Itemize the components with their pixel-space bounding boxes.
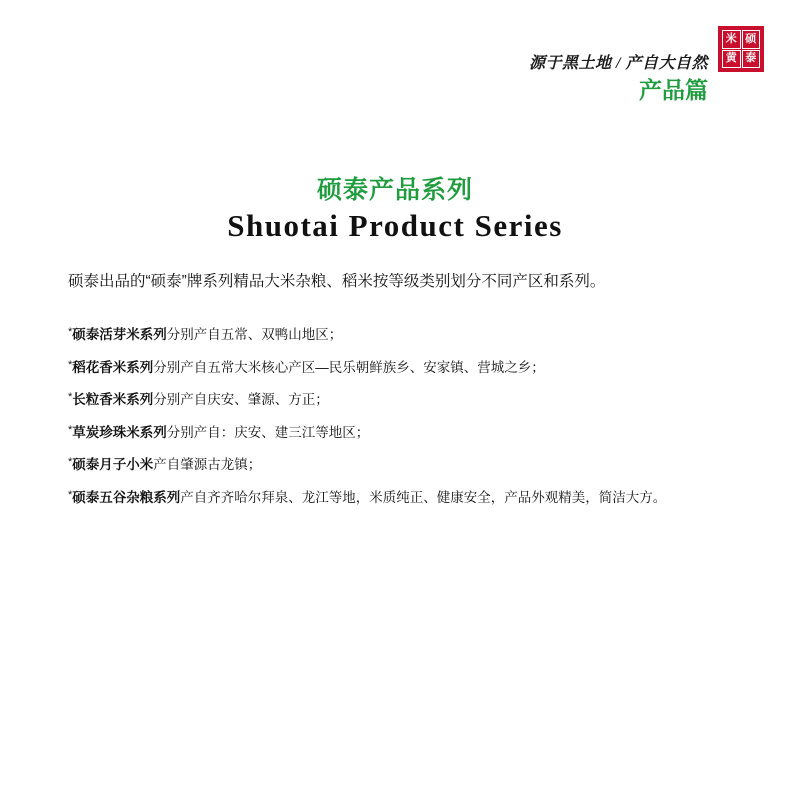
bullet-term: 硕泰五谷杂粮系列 [72, 489, 181, 505]
bullet-text: 分别产自：庆安、建三江等地区； [166, 424, 370, 440]
bullet-list [68, 325, 748, 520]
list-item [68, 455, 748, 475]
list-item [68, 488, 748, 508]
bullet-term: 稻花香米系列 [72, 359, 154, 375]
list-item [68, 423, 748, 443]
bullet-text: 分别产自五常大米核心产区—民乐朝鲜族乡、安家镇、营城之乡； [153, 359, 545, 375]
bullet-marker: * [68, 456, 73, 469]
bullet-text: 分别产自五常、双鸭山地区； [166, 327, 343, 342]
list-item [68, 325, 748, 345]
intro-paragraph: 硕泰出品的“硕泰”牌系列精品大米杂粮、稻米按等级类别划分不同产区和系列。 [68, 273, 606, 290]
list-item [68, 358, 748, 378]
list-item [68, 390, 748, 410]
bullet-term: 硕泰活芽米系列 [72, 327, 167, 342]
header-section-label: 产品篇 [639, 78, 708, 104]
header-text-block [529, 26, 708, 106]
bullet-text: 产自肇源古龙镇； [153, 457, 262, 473]
page-header [529, 26, 764, 106]
logo-char-2: 硕 [742, 30, 761, 49]
bullet-marker: * [68, 391, 73, 404]
logo-char-3: 黄 [722, 50, 741, 69]
header-tagline: 源于黑土地 / 产自大自然 [529, 55, 708, 72]
bullet-marker: * [68, 423, 73, 436]
page-title-chinese: 硕泰产品系列 [316, 176, 473, 204]
page-title-english: Shuotai Product Series [227, 208, 563, 243]
bullet-term: 硕泰月子小米 [72, 457, 154, 473]
logo-char-1: 米 [722, 30, 741, 49]
bullet-term: 草炭珍珠米系列 [72, 424, 167, 440]
bullet-term: 长粒香米系列 [72, 392, 154, 408]
bullet-marker: * [68, 488, 73, 501]
brand-logo-icon [718, 26, 764, 72]
bullet-marker: * [68, 358, 73, 371]
bullet-text: 产自齐齐哈尔拜泉、龙江等地，米质纯正、健康安全，产品外观精美，简洁大方。 [180, 489, 667, 505]
logo-char-4: 泰 [742, 50, 761, 69]
bullet-text: 分别产自庆安、肇源、方正； [153, 392, 329, 408]
bullet-marker: * [68, 326, 73, 338]
